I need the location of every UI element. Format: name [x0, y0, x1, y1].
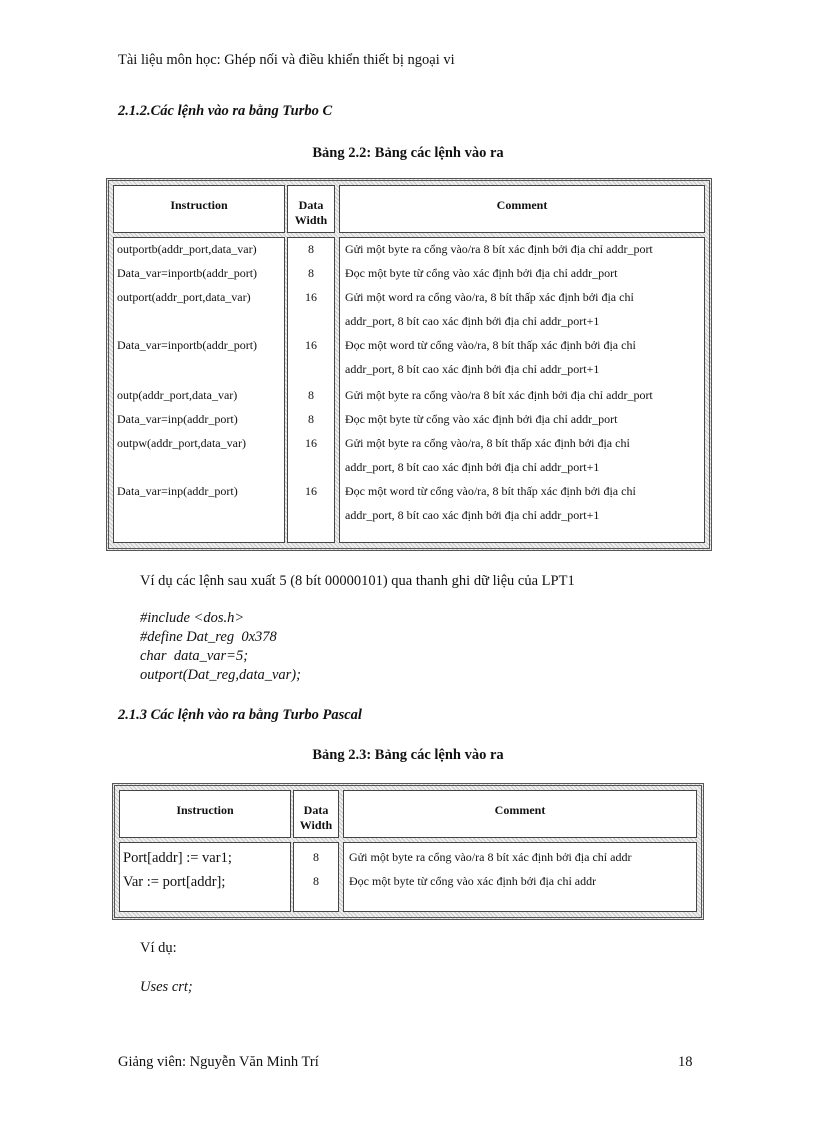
table1-cell-comment: Gửi một byte ra cổng vào/ra, 8 bít thấp xác định bởi địa chỉ: [345, 436, 630, 450]
table1-header-comment: [339, 185, 705, 233]
section-heading-turbo-c: 2.1.2.Các lệnh vào ra bằng Turbo C: [118, 103, 333, 119]
example1-intro: Ví dụ các lệnh sau xuất 5 (8 bít 00000101) qua thanh ghi dữ liệu của LPT1: [140, 573, 575, 589]
example2-code: Uses crt;: [140, 979, 193, 995]
table1-cell-instruction: outportb(addr_port,data_var): [117, 242, 257, 256]
table2-cell-width: 8: [313, 850, 319, 864]
table1-cell-comment: Đọc một word từ cổng vào/ra, 8 bít thấp xác định bởi địa chỉ: [345, 484, 636, 498]
table1-cell-comment-cont: addr_port, 8 bít cao xác định bởi địa chỉ addr_port+1: [345, 508, 600, 522]
table1-header-instruction: [113, 185, 285, 233]
footer-author: Giảng viên: Nguyễn Văn Minh Trí: [118, 1054, 319, 1070]
table1-header-comment-label: Comment: [496, 198, 548, 212]
section-heading-turbo-pascal: 2.1.3 Các lệnh vào ra bằng Turbo Pascal: [118, 707, 362, 723]
table1-cell-comment-cont: addr_port, 8 bít cao xác định bởi địa chỉ addr_port+1: [345, 460, 600, 474]
page-number: 18: [678, 1054, 693, 1070]
table2-header-instruction-label: Instruction: [176, 803, 234, 817]
table1-cell-instruction: Data_var=inp(addr_port): [117, 484, 238, 498]
table1-cell-comment-cont: addr_port, 8 bít cao xác định bởi địa chỉ addr_port+1: [345, 362, 600, 376]
table2-header-data-width: [293, 790, 339, 838]
example2-label: Ví dụ:: [140, 940, 177, 956]
table1-cell-instruction: outp(addr_port,data_var): [117, 388, 238, 402]
table1-cell-comment-cont: addr_port, 8 bít cao xác định bởi địa chỉ addr_port+1: [345, 314, 600, 328]
table2-cell-instruction: Port[addr] := var1;: [123, 850, 232, 866]
table1-cell-instruction: outport(addr_port,data_var): [117, 290, 251, 304]
table1-cell-width: 8: [308, 388, 314, 402]
table2-header-comment: [343, 790, 697, 838]
table2: [112, 783, 704, 920]
table2-header-width-line1: Data: [303, 803, 329, 817]
table1-caption: Bảng 2.2: Bảng các lệnh vào ra: [312, 145, 504, 161]
example1-code: [140, 609, 301, 685]
table1-cell-comment: Gửi một byte ra cổng vào/ra 8 bít xác định bởi địa chỉ addr_port: [345, 388, 653, 402]
table1-cell-instruction: outpw(addr_port,data_var): [117, 436, 246, 450]
table1-cell-comment: Gửi một byte ra cổng vào/ra 8 bít xác định bởi địa chỉ addr_port: [345, 242, 653, 256]
table1-header-width-line1: Data: [298, 198, 324, 212]
table1-cell-width: 16: [305, 484, 317, 498]
table1-header-instruction-label: Instruction: [170, 198, 228, 212]
table2-header-width-line2: Width: [299, 818, 333, 832]
document-header: Tài liệu môn học: Ghép nối và điều khiển thiết bị ngoại vi: [118, 52, 455, 68]
code-line: char data_var=5;: [140, 648, 249, 664]
table1-cell-instruction: Data_var=inportb(addr_port): [117, 338, 258, 352]
table1-cell-width: 16: [305, 338, 317, 352]
table2-cell-width: 8: [313, 874, 319, 888]
table1-cell-comment: Đọc một byte từ cổng vào xác định bởi địa chỉ addr_port: [345, 266, 618, 280]
table1-cell-width: 8: [308, 266, 314, 280]
code-line: #define Dat_reg 0x378: [140, 629, 277, 645]
table2-cell-comment: Gửi một byte ra cổng vào/ra 8 bít xác định bởi địa chỉ addr: [349, 850, 632, 864]
table1-cell-width: 16: [305, 436, 317, 450]
table1-header-width-line2: Width: [294, 213, 328, 227]
code-line: outport(Dat_reg,data_var);: [140, 667, 301, 683]
table1-cell-instruction: Data_var=inp(addr_port): [117, 412, 238, 426]
table1-cell-comment: Gửi một word ra cổng vào/ra, 8 bít thấp xác định bởi địa chỉ: [345, 290, 634, 304]
table1-cell-width: 16: [305, 290, 317, 304]
table2-cell-instruction: Var := port[addr];: [123, 874, 226, 890]
table2-header-comment-label: Comment: [494, 803, 546, 817]
table1-cell-instruction: Data_var=inportb(addr_port): [117, 266, 258, 280]
table1-cell-width: 8: [308, 242, 314, 256]
table1-cell-comment: Đọc một byte từ cổng vào xác định bởi địa chỉ addr_port: [345, 412, 618, 426]
table1: [106, 178, 712, 551]
code-line: #include <dos.h>: [140, 610, 245, 626]
table2-cell-comment: Đọc một byte từ cổng vào xác định bởi địa chỉ addr: [349, 874, 597, 888]
table1-header-data-width: [287, 185, 335, 233]
table1-cell-comment: Đọc một word từ cổng vào/ra, 8 bít thấp xác định bởi địa chỉ: [345, 338, 636, 352]
table2-caption: Bảng 2.3: Bảng các lệnh vào ra: [312, 747, 504, 763]
table1-cell-width: 8: [308, 412, 314, 426]
table2-header-instruction: [119, 790, 291, 838]
